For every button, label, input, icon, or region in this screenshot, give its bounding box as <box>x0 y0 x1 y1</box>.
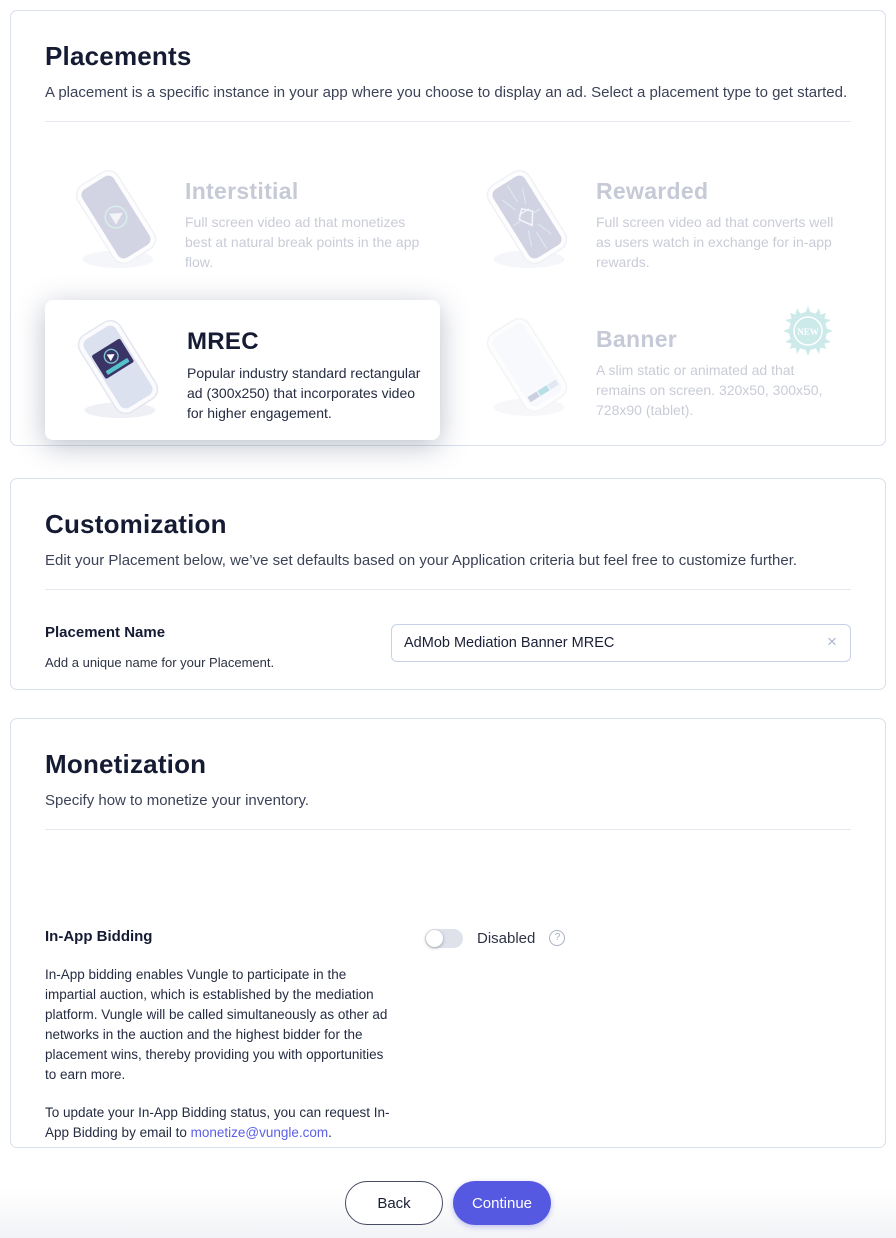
customization-card <box>10 478 886 690</box>
divider <box>45 121 851 122</box>
placement-option-interstitial[interactable] <box>45 152 440 288</box>
placement-name-label: Placement Name <box>45 624 166 641</box>
monetization-title: Monetization <box>45 749 207 779</box>
customization-description: Edit your Placement below, we’ve set defaults based on your Application criteria but feel free to customize further. <box>45 552 798 569</box>
rewarded-phone-icon <box>468 166 586 274</box>
placements-description: A placement is a specific instance in your app where you choose to display an ad. Select a placement type to get started. <box>45 84 848 101</box>
placement-grid <box>45 152 851 440</box>
in-app-bidding-paragraph-1: In-App bidding enables Vungle to participate in the impartial auction, which is established by the mediation platform. Vungle will be called simultaneously as other ad networks in the auction and the highest bidder for the placement wins, thereby providing you with opportunities to earn more. <box>45 967 388 1082</box>
monetization-card <box>10 718 886 1148</box>
toggle-knob <box>426 930 443 947</box>
rewarded-label: Rewarded <box>596 178 709 204</box>
interstitial-phone-icon <box>57 166 175 274</box>
customization-title: Customization <box>45 509 227 539</box>
new-badge <box>783 306 833 356</box>
in-app-bidding-status: Disabled <box>477 929 536 947</box>
placement-option-banner[interactable] <box>456 300 851 440</box>
monetization-description: Specify how to monetize your inventory. <box>45 792 310 809</box>
placements-title: Placements <box>45 41 192 71</box>
placement-name-row <box>45 624 851 670</box>
banner-description: A slim static or animated ad that remains on screen. 320x50, 300x50, 728x90 (tablet). <box>596 362 823 418</box>
help-icon[interactable]: ? <box>549 930 565 946</box>
in-app-bidding-paragraph-2: To update your In-App Bidding status, you can request In-App Bidding by email to monetize@vungle.com. <box>45 1104 390 1140</box>
in-app-bidding-row <box>45 928 851 1161</box>
placement-option-mrec[interactable] <box>45 300 440 440</box>
footer-actions <box>10 1181 886 1225</box>
clear-input-icon[interactable]: × <box>827 632 837 651</box>
continue-button[interactable]: Continue <box>453 1181 551 1225</box>
divider <box>45 829 851 830</box>
mrec-phone-icon <box>59 316 177 424</box>
divider <box>45 589 851 590</box>
interstitial-description: Full screen video ad that monetizes best at natural break points in the app flow. <box>185 214 420 270</box>
banner-phone-icon <box>468 314 586 422</box>
in-app-bidding-toggle[interactable] <box>425 929 463 948</box>
placement-option-rewarded[interactable] <box>456 152 851 288</box>
in-app-bidding-label: In-App Bidding <box>45 928 153 945</box>
interstitial-label: Interstitial <box>185 178 299 204</box>
mrec-label: MREC <box>187 328 259 355</box>
back-button[interactable]: Back <box>345 1181 443 1225</box>
new-badge-text: NEW <box>797 327 819 337</box>
placements-card <box>10 10 886 446</box>
mrec-description: Popular industry standard rectangular ad (300x250) that incorporates video for higher engagement. <box>187 365 421 421</box>
placement-name-help: Add a unique name for your Placement. <box>45 655 275 670</box>
banner-label: Banner <box>596 326 678 352</box>
rewarded-description: Full screen video ad that converts well as users watch in exchange for in-app rewards. <box>596 214 834 270</box>
placement-name-input[interactable] <box>391 624 851 662</box>
monetize-email-link[interactable]: monetize@vungle.com <box>190 1124 329 1140</box>
